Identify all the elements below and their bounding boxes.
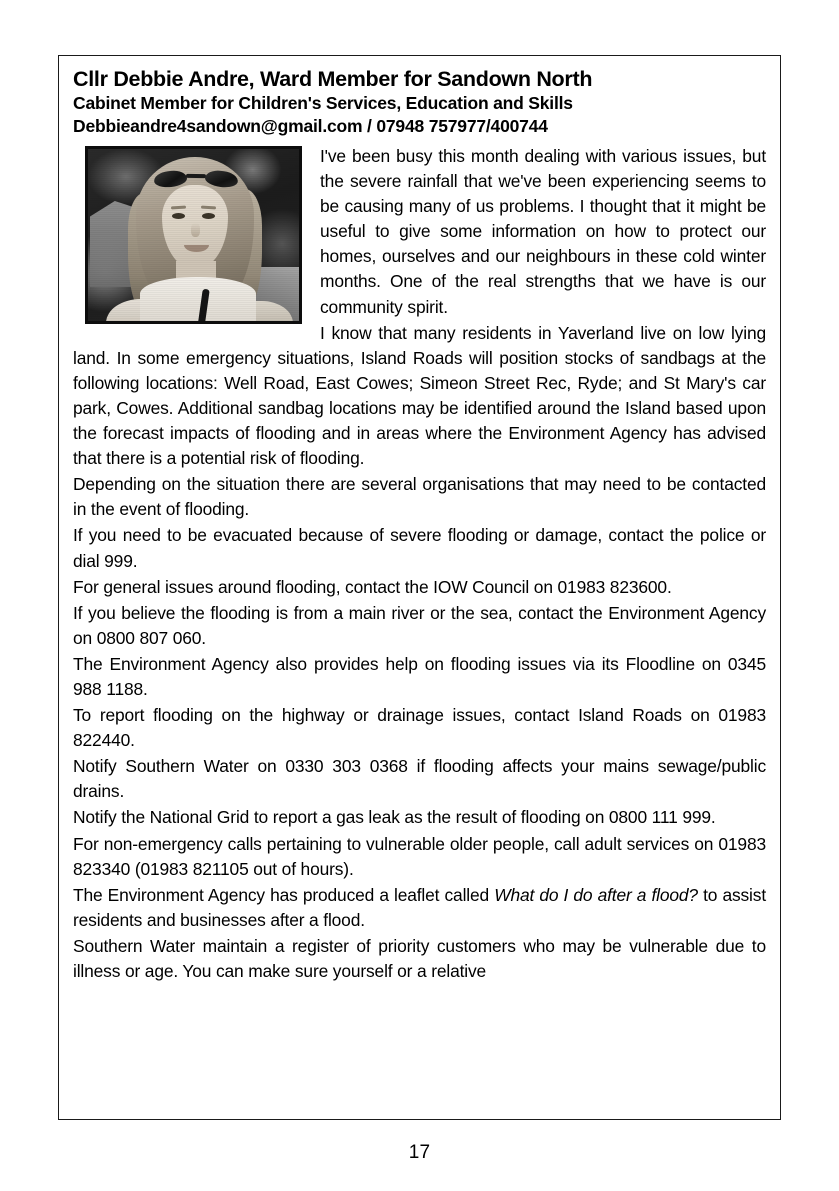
paragraph-main-river: If you believe the flooding is from a main river or the sea, contact the Environment Agency on 0800 807 060. (73, 602, 766, 648)
paragraph-floodline: The Environment Agency also provides help on flooding issues via its Floodline on 0345 988 1188. (73, 653, 766, 699)
paragraph-priority-register: Southern Water maintain a register of priority customers who may be vulnerable due to illness or age. You can make sure yourself or a relative (73, 935, 766, 981)
paragraph-intro: I've been busy this month dealing with various issues, but the severe rainfall that we've been experiencing seems to be causing many of us problems. I thought that it might be useful to give some information on how to protect our homes, ourselves and our neighbours in these cold winter months. One of the real strengths that we have is our community spirit. (320, 146, 766, 317)
article-border-frame (58, 55, 781, 1120)
councillor-name-heading: Cllr Debbie Andre, Ward Member for Sandown North (73, 67, 593, 91)
paragraph-general-issues: For general issues around flooding, contact the IOW Council on 01983 823600. (73, 576, 672, 597)
paragraph-southern-water: Notify Southern Water on 0330 303 0368 if flooding affects your mains sewage/public drains. (73, 756, 766, 802)
paragraph-sandbags: I know that many residents in Yaverland live on low lying land. In some emergency situations, Island Roads will position stocks of sandbags at the following locations: Well Road, East Cowes; Simeon Street Rec, Ryde; and St Mary's car park, Cowes. Additional sandbag locations may be identified around the Island based upon the forecast impacts of flooding and in areas where the Environment Agency has advised that there is a potential risk of flooding. (73, 322, 766, 469)
leaflet-title: What do I do after a flood? (494, 884, 698, 905)
councillor-contact-heading: Debbieandre4sandown@gmail.com / 07948 757977/400744 (73, 116, 548, 136)
portrait-photo (85, 146, 302, 324)
article-body (73, 144, 766, 984)
paragraph-evacuated: If you need to be evacuated because of severe flooding or damage, contact the police or dial 999. (73, 525, 766, 571)
article-content (59, 56, 780, 992)
councillor-role-heading: Cabinet Member for Children's Services, Education and Skills (73, 93, 573, 113)
leaflet-text-before: The Environment Agency has produced a leaflet called (73, 884, 495, 905)
paragraph-non-emergency: For non-emergency calls pertaining to vulnerable older people, call adult services on 01983 823340 (01983 821105 out of hours). (73, 833, 766, 879)
photo-grain-overlay (88, 149, 299, 321)
article-header (73, 66, 766, 138)
page-number: 17 (408, 1142, 431, 1163)
leaflet-text-after: to assist residents and businesses after a flood. (73, 884, 767, 930)
paragraph-highway: To report flooding on the highway or drainage issues, contact Island Roads on 01983 822440. (73, 705, 766, 751)
paragraph-depending: Depending on the situation there are several organisations that may need to be contacted in the event of flooding. (73, 474, 766, 520)
paragraph-leaflet (73, 883, 766, 933)
paragraph-national-grid: Notify the National Grid to report a gas leak as the result of flooding on 0800 111 999. (73, 807, 716, 828)
